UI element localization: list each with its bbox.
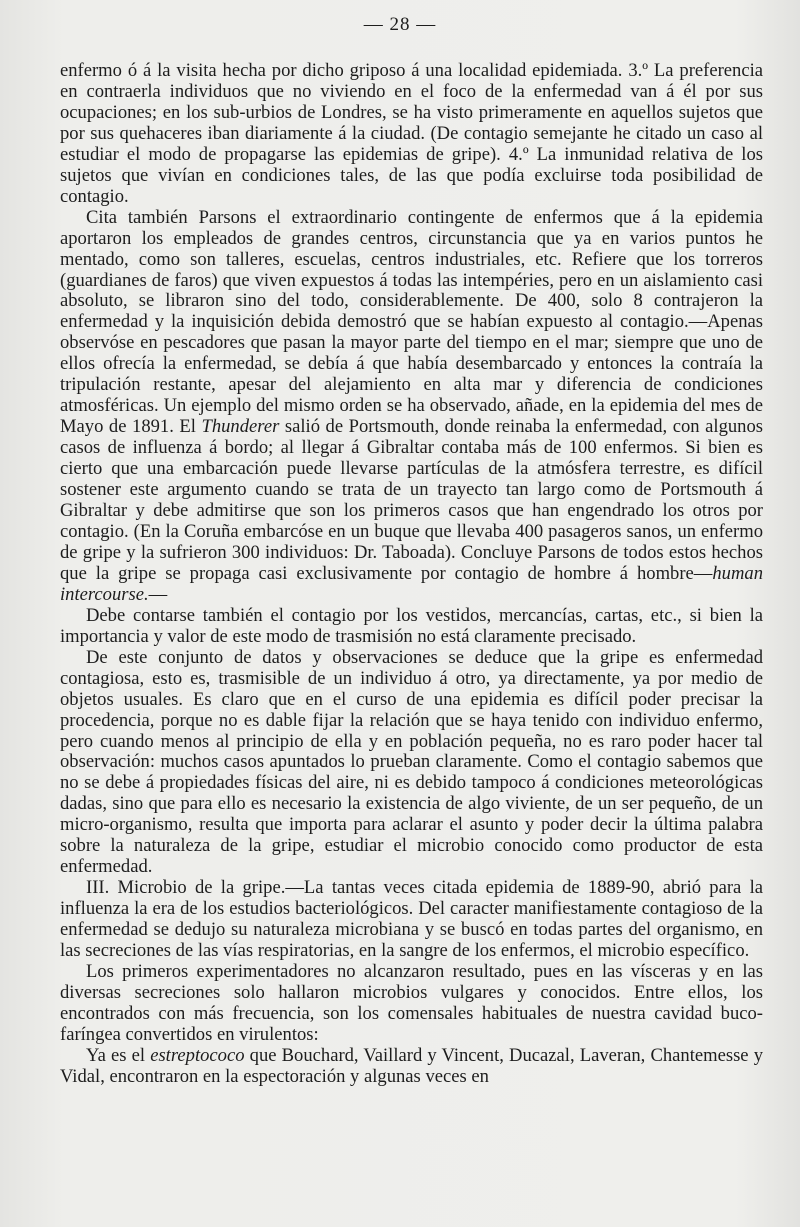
page-number: — 28 — <box>363 14 437 35</box>
text-run: De este conjunto de datos y observaciones se deduce que la gripe es enfermedad contagiosa, esto es, trasmisible de un individuo á otro, ya directamente, ya por medio de objetos usuales. Es claro que en el curso de una epidemia es difícil poder precisar la procedencia, porque no es dable fijar la relación que se haya tenido con individuo enfermo, pero cuando menos al principio de ella y en población pequeña, no es raro poder hacer tal observación: muchos casos apuntados lo prueban claramente. Como el contagio sabemos que no se debe á propiedades físicas del aire, ni es debido tampoco á condiciones meteorológicas dadas, sino que para ello es necesario la existencia de algo viviente, de un ser pequeño, de un micro-organismo, resulta que importa para aclarar el asunto y poder decir la última palabra sobre la naturaleza de la gripe, estudiar el microbio conocido como productor de esta enfermedad. <box>60 646 763 878</box>
text-run: enfermo ó á la visita hecha por dicho griposo á una localidad epidemiada. 3.º La preferencia en contraerla individuos que no viviendo en el foco de la enfermedad van á él por sus ocupaciones; en los sub-urbios de Londres, se ha visto primeramente en aquellos sujetos que por sus quehaceres iban diariamente á la ciudad. (De contagio semejante he citado un caso al estudiar el modo de propagarse las epidemias de gripe). 4.º La inmunidad relativa de los sujetos que vivían en condiciones tales, de las que podía excluirse toda posibilidad de contagio. <box>60 60 763 207</box>
text-run: Cita también Parsons el extraordinario contingente de enfermos que á la epidemia aportaron los empleados de grandes centros, circunstancia que ya en varios puntos he mentado, como son talleres, escuelas, centros industriales, etc. Refiere que los torreros (guardianes de faros) que viven expuestos á todas las intempéries, pero en un aislamiento casi absoluto, se libraron sino del todo, considerablemente. De 400, solo 8 contrajeron la enfermedad y la inquisición debida demostró que se habían expuesto al contagio.—Apenas observóse en pescadores que pasan la mayor parte del tiempo en el mar; siempre que uno de ellos ofrecía la enfermedad, se debía á que había desembarcado y entonces la contraía la tripulación restante, apesar del alejamiento en alta mar y diferencia de condiciones atmosféricas. Un ejemplo del mismo orden se ha observado, añade, en la epidemia del mes de Mayo de 1891. El <box>60 206 763 438</box>
italic-text-run: Thunderer <box>201 416 280 438</box>
paragraph <box>60 61 763 208</box>
text-run: — <box>148 583 168 605</box>
paragraph <box>60 962 763 1046</box>
text-run: Ya es el <box>86 1044 151 1066</box>
text-run: Debe contarse también el contagio por los vestidos, mercancías, cartas, etc., si bien la importancia y valor de este modo de trasmisión no está claramente precisado. <box>60 604 763 647</box>
paragraph <box>60 208 763 606</box>
body-text <box>60 61 763 1088</box>
text-run: Los primeros experimentadores no alcanzaron resultado, pues en las vísceras y en las diversas secreciones solo hallaron microbios vulgares y conocidos. Entre ellos, los encontrados con más frecuencia, son los comensales habituales de nuestra cavidad buco-faríngea convertidos en virulentos: <box>60 960 763 1045</box>
paragraph <box>60 1046 763 1088</box>
paragraph <box>60 878 763 962</box>
text-run: que Bouchard, Vaillard y Vincent, Ducazal, Laveran, Chantemesse y Vidal, encontraron en la espectoración y algunas veces en <box>60 1044 764 1087</box>
paragraph <box>60 606 763 648</box>
italic-text-run: human intercourse. <box>60 562 763 605</box>
text-run: salió de Portsmouth, donde reinaba la enfermedad, con algunos casos de influenza á bordo; al llegar á Gibraltar contaba más de 100 enfermos. Si bien es cierto que una embarcación puede llevarse partículas de la atmósfera terrestre, es difícil sostener este argumento cuando se trata de un trayecto tan largo como de Portsmouth á Gibraltar y debe admitirse que son los primeros casos que han engendrado los otros por contagio. (En la Coruña embarcóse en un buque que llevaba 400 pasageros sanos, un enfermo de gripe y la sufrieron 300 individuos: Dr. Taboada). Concluye Parsons de todos estos hechos que la gripe se propaga casi exclusivamente por contagio de hombre á hombre— <box>60 416 763 584</box>
text-run: III. Microbio de la gripe.—La tantas veces citada epidemia de 1889-90, abrió para la influenza la era de los estudios bacteriológicos. Del caracter manifiestamente contagioso de la enfermedad se dedujo su naturaleza microbiana y se buscó en todas partes del organismo, en las secreciones de las vías respiratorias, en la sangre de los enfermos, el microbio específico. <box>60 877 763 962</box>
paragraph <box>60 648 763 878</box>
italic-text-run: estreptococo <box>150 1044 245 1066</box>
